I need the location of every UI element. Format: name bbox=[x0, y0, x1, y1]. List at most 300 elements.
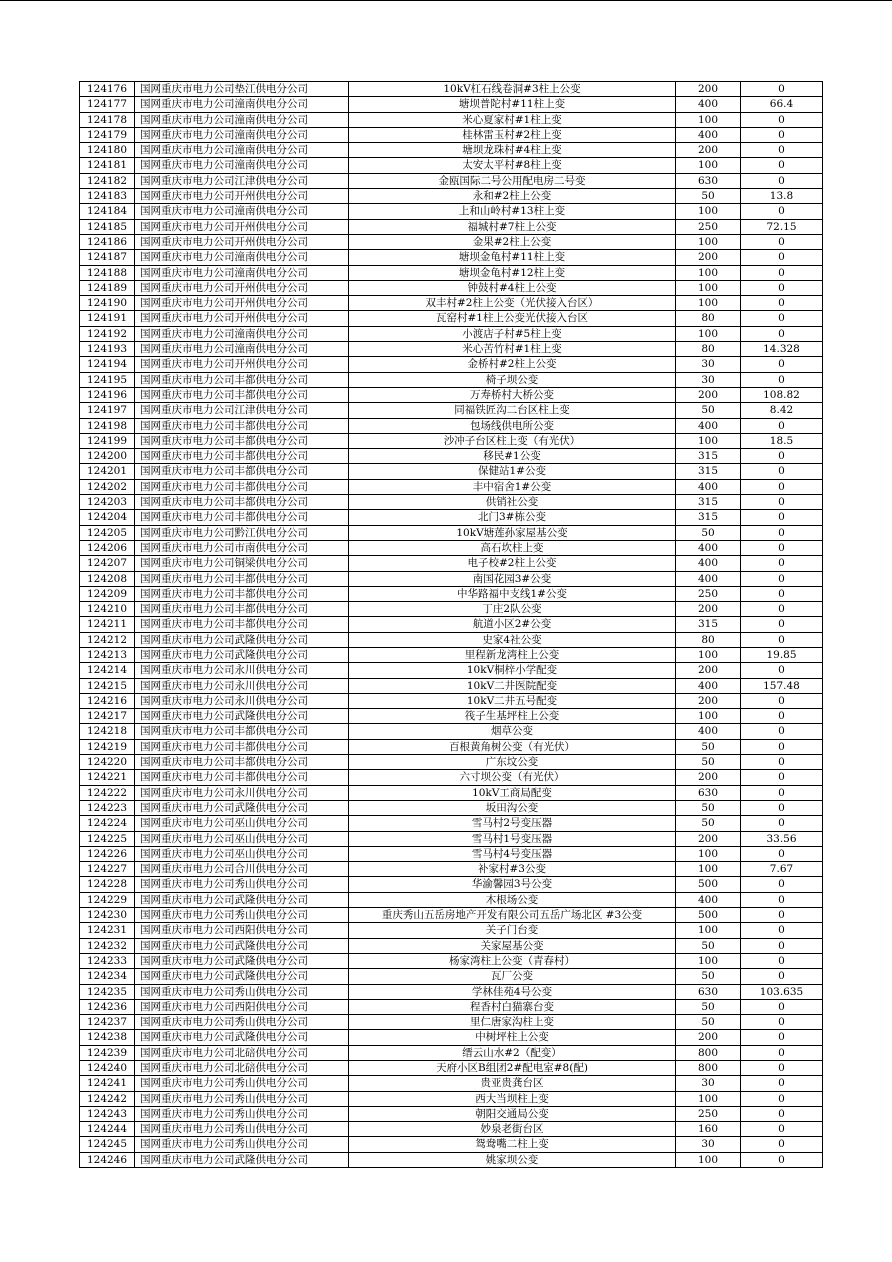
cell-id: 124240 bbox=[80, 1061, 135, 1076]
cell-id: 124202 bbox=[80, 479, 135, 494]
cell-transformer-name: 百根黄角树公变（有光伏） bbox=[349, 739, 676, 754]
cell-value: 0 bbox=[741, 1045, 823, 1060]
cell-id: 124222 bbox=[80, 785, 135, 800]
cell-id: 124216 bbox=[80, 693, 135, 708]
cell-id: 124235 bbox=[80, 984, 135, 999]
cell-organization: 国网重庆市电力公司开州供电分公司 bbox=[135, 296, 349, 311]
cell-capacity: 315 bbox=[676, 495, 741, 510]
cell-transformer-name: 烟草公变 bbox=[349, 724, 676, 739]
table-row bbox=[80, 82, 823, 97]
cell-id: 124189 bbox=[80, 280, 135, 295]
table-row bbox=[80, 525, 823, 540]
table-row bbox=[80, 1030, 823, 1045]
cell-capacity: 30 bbox=[676, 372, 741, 387]
cell-capacity: 250 bbox=[676, 219, 741, 234]
cell-id: 124204 bbox=[80, 510, 135, 525]
cell-transformer-name: 广东坟公变 bbox=[349, 755, 676, 770]
cell-id: 124243 bbox=[80, 1106, 135, 1121]
cell-organization: 国网重庆市电力公司潼南供电分公司 bbox=[135, 127, 349, 142]
cell-capacity: 50 bbox=[676, 938, 741, 953]
cell-organization: 国网重庆市电力公司丰都供电分公司 bbox=[135, 372, 349, 387]
cell-capacity: 30 bbox=[676, 1076, 741, 1091]
cell-capacity: 50 bbox=[676, 739, 741, 754]
cell-id: 124242 bbox=[80, 1091, 135, 1106]
cell-id: 124182 bbox=[80, 173, 135, 188]
cell-transformer-name: 万寿桥村大桥公变 bbox=[349, 387, 676, 402]
cell-id: 124191 bbox=[80, 311, 135, 326]
table-row bbox=[80, 571, 823, 586]
cell-value: 103.635 bbox=[741, 984, 823, 999]
cell-organization: 国网重庆市电力公司秀山供电分公司 bbox=[135, 877, 349, 892]
cell-organization: 国网重庆市电力公司秀山供电分公司 bbox=[135, 908, 349, 923]
cell-id: 124194 bbox=[80, 357, 135, 372]
cell-value: 0 bbox=[741, 602, 823, 617]
cell-transformer-name: 小渡店子村#5柱上变 bbox=[349, 326, 676, 341]
cell-id: 124215 bbox=[80, 678, 135, 693]
cell-transformer-name: 塘坝金龟村#11柱上变 bbox=[349, 250, 676, 265]
table-row bbox=[80, 342, 823, 357]
cell-organization: 国网重庆市电力公司秀山供电分公司 bbox=[135, 1076, 349, 1091]
cell-value: 8.42 bbox=[741, 403, 823, 418]
cell-organization: 国网重庆市电力公司潼南供电分公司 bbox=[135, 112, 349, 127]
cell-value: 0 bbox=[741, 296, 823, 311]
table-row bbox=[80, 709, 823, 724]
cell-id: 124224 bbox=[80, 816, 135, 831]
cell-id: 124190 bbox=[80, 296, 135, 311]
cell-organization: 国网重庆市电力公司丰都供电分公司 bbox=[135, 479, 349, 494]
cell-value: 0 bbox=[741, 908, 823, 923]
cell-capacity: 400 bbox=[676, 97, 741, 112]
cell-value: 0 bbox=[741, 556, 823, 571]
cell-organization: 国网重庆市电力公司秀山供电分公司 bbox=[135, 1106, 349, 1121]
table-row bbox=[80, 816, 823, 831]
cell-capacity: 200 bbox=[676, 602, 741, 617]
cell-value: 0 bbox=[741, 143, 823, 158]
table-row bbox=[80, 495, 823, 510]
cell-capacity: 630 bbox=[676, 785, 741, 800]
cell-transformer-name: 10kV二井医院配变 bbox=[349, 678, 676, 693]
cell-id: 124208 bbox=[80, 571, 135, 586]
cell-transformer-name: 贵亚贵龚台区 bbox=[349, 1076, 676, 1091]
table-row bbox=[80, 280, 823, 295]
cell-transformer-name: 筏子生基坪柱上公变 bbox=[349, 709, 676, 724]
cell-value: 0 bbox=[741, 280, 823, 295]
table-row bbox=[80, 785, 823, 800]
cell-organization: 国网重庆市电力公司秀山供电分公司 bbox=[135, 1015, 349, 1030]
table-row bbox=[80, 632, 823, 647]
cell-organization: 国网重庆市电力公司武隆供电分公司 bbox=[135, 1030, 349, 1045]
cell-organization: 国网重庆市电力公司丰都供电分公司 bbox=[135, 464, 349, 479]
table-row bbox=[80, 846, 823, 861]
cell-capacity: 200 bbox=[676, 831, 741, 846]
cell-id: 124183 bbox=[80, 189, 135, 204]
cell-value: 0 bbox=[741, 1030, 823, 1045]
cell-capacity: 200 bbox=[676, 82, 741, 97]
cell-value: 0 bbox=[741, 755, 823, 770]
cell-value: 0 bbox=[741, 326, 823, 341]
cell-transformer-name: 10kV杠石线卷洞#3柱上公变 bbox=[349, 82, 676, 97]
cell-value: 0 bbox=[741, 877, 823, 892]
table-row bbox=[80, 464, 823, 479]
table-row bbox=[80, 1045, 823, 1060]
table-row bbox=[80, 586, 823, 601]
cell-value: 0 bbox=[741, 892, 823, 907]
cell-capacity: 100 bbox=[676, 862, 741, 877]
table-row bbox=[80, 999, 823, 1014]
cell-capacity: 400 bbox=[676, 678, 741, 693]
cell-capacity: 400 bbox=[676, 540, 741, 555]
cell-capacity: 50 bbox=[676, 525, 741, 540]
table-row bbox=[80, 739, 823, 754]
cell-value: 0 bbox=[741, 418, 823, 433]
cell-id: 124229 bbox=[80, 892, 135, 907]
cell-organization: 国网重庆市电力公司江津供电分公司 bbox=[135, 403, 349, 418]
cell-id: 124188 bbox=[80, 265, 135, 280]
cell-value: 66.4 bbox=[741, 97, 823, 112]
cell-capacity: 50 bbox=[676, 816, 741, 831]
cell-transformer-name: 雪马村2号变压器 bbox=[349, 816, 676, 831]
cell-organization: 国网重庆市电力公司丰都供电分公司 bbox=[135, 770, 349, 785]
top-border-line bbox=[0, 0, 892, 1]
table-row bbox=[80, 984, 823, 999]
cell-id: 124197 bbox=[80, 403, 135, 418]
table-row bbox=[80, 1061, 823, 1076]
cell-organization: 国网重庆市电力公司巫山供电分公司 bbox=[135, 846, 349, 861]
table-row bbox=[80, 234, 823, 249]
cell-value: 0 bbox=[741, 464, 823, 479]
cell-organization: 国网重庆市电力公司永川供电分公司 bbox=[135, 663, 349, 678]
cell-id: 124217 bbox=[80, 709, 135, 724]
cell-value: 18.5 bbox=[741, 433, 823, 448]
cell-transformer-name: 金果#2柱上公变 bbox=[349, 234, 676, 249]
table-row bbox=[80, 908, 823, 923]
table-row bbox=[80, 1076, 823, 1091]
cell-transformer-name: 金瓯国际二号公用配电房二号变 bbox=[349, 173, 676, 188]
cell-value: 0 bbox=[741, 158, 823, 173]
cell-value: 0 bbox=[741, 510, 823, 525]
cell-transformer-name: 移民#1公变 bbox=[349, 449, 676, 464]
cell-transformer-name: 高石坎柱上变 bbox=[349, 540, 676, 555]
cell-organization: 国网重庆市电力公司黔江供电分公司 bbox=[135, 525, 349, 540]
cell-organization: 国网重庆市电力公司西阳供电分公司 bbox=[135, 999, 349, 1014]
cell-organization: 国网重庆市电力公司潼南供电分公司 bbox=[135, 250, 349, 265]
cell-id: 124228 bbox=[80, 877, 135, 892]
cell-capacity: 160 bbox=[676, 1122, 741, 1137]
cell-value: 0 bbox=[741, 1122, 823, 1137]
cell-transformer-name: 上和山岭村#13柱上变 bbox=[349, 204, 676, 219]
cell-organization: 国网重庆市电力公司开州供电分公司 bbox=[135, 311, 349, 326]
cell-capacity: 250 bbox=[676, 1106, 741, 1121]
cell-transformer-name: 北门3#栋公变 bbox=[349, 510, 676, 525]
table-row bbox=[80, 953, 823, 968]
table-row bbox=[80, 1106, 823, 1121]
cell-value: 0 bbox=[741, 663, 823, 678]
cell-value: 0 bbox=[741, 709, 823, 724]
cell-id: 124236 bbox=[80, 999, 135, 1014]
cell-organization: 国网重庆市电力公司丰都供电分公司 bbox=[135, 449, 349, 464]
cell-value: 0 bbox=[741, 479, 823, 494]
cell-capacity: 800 bbox=[676, 1045, 741, 1060]
cell-id: 124238 bbox=[80, 1030, 135, 1045]
table-row bbox=[80, 663, 823, 678]
cell-organization: 国网重庆市电力公司秀山供电分公司 bbox=[135, 984, 349, 999]
cell-id: 124226 bbox=[80, 846, 135, 861]
table-row bbox=[80, 540, 823, 555]
cell-value: 0 bbox=[741, 693, 823, 708]
cell-transformer-name: 米心苦竹村#1柱上变 bbox=[349, 342, 676, 357]
table-row bbox=[80, 1122, 823, 1137]
cell-organization: 国网重庆市电力公司武隆供电分公司 bbox=[135, 938, 349, 953]
table-row bbox=[80, 173, 823, 188]
cell-value: 0 bbox=[741, 311, 823, 326]
cell-transformer-name: 供销社公变 bbox=[349, 495, 676, 510]
cell-transformer-name: 中树坪柱上公变 bbox=[349, 1030, 676, 1045]
cell-transformer-name: 沙冲子台区柱上变（有光伏） bbox=[349, 433, 676, 448]
table-row bbox=[80, 831, 823, 846]
cell-organization: 国网重庆市电力公司丰都供电分公司 bbox=[135, 418, 349, 433]
cell-organization: 国网重庆市电力公司丰都供电分公司 bbox=[135, 755, 349, 770]
cell-transformer-name: 10kV工商局配变 bbox=[349, 785, 676, 800]
table-row bbox=[80, 219, 823, 234]
cell-capacity: 50 bbox=[676, 1015, 741, 1030]
cell-organization: 国网重庆市电力公司开州供电分公司 bbox=[135, 234, 349, 249]
table-row bbox=[80, 97, 823, 112]
cell-organization: 国网重庆市电力公司武隆供电分公司 bbox=[135, 800, 349, 815]
table-row bbox=[80, 800, 823, 815]
cell-id: 124241 bbox=[80, 1076, 135, 1091]
cell-id: 124234 bbox=[80, 969, 135, 984]
table-row bbox=[80, 189, 823, 204]
cell-organization: 国网重庆市电力公司丰都供电分公司 bbox=[135, 387, 349, 402]
cell-value: 0 bbox=[741, 1137, 823, 1152]
cell-value: 0 bbox=[741, 800, 823, 815]
cell-value: 0 bbox=[741, 372, 823, 387]
cell-organization: 国网重庆市电力公司垫江供电分公司 bbox=[135, 82, 349, 97]
table-body bbox=[80, 82, 823, 1168]
cell-value: 0 bbox=[741, 234, 823, 249]
cell-transformer-name: 南国花园3#公变 bbox=[349, 571, 676, 586]
cell-capacity: 630 bbox=[676, 173, 741, 188]
cell-id: 124206 bbox=[80, 540, 135, 555]
table-row bbox=[80, 1137, 823, 1152]
cell-organization: 国网重庆市电力公司秀山供电分公司 bbox=[135, 1091, 349, 1106]
cell-capacity: 315 bbox=[676, 510, 741, 525]
cell-id: 124211 bbox=[80, 617, 135, 632]
cell-transformer-name: 里仁唐家沟柱上变 bbox=[349, 1015, 676, 1030]
cell-id: 124244 bbox=[80, 1122, 135, 1137]
cell-capacity: 315 bbox=[676, 464, 741, 479]
cell-id: 124179 bbox=[80, 127, 135, 142]
cell-transformer-name: 六寸坝公变（有光伏） bbox=[349, 770, 676, 785]
cell-value: 0 bbox=[741, 204, 823, 219]
cell-id: 124246 bbox=[80, 1152, 135, 1167]
cell-value: 0 bbox=[741, 1091, 823, 1106]
cell-value: 0 bbox=[741, 586, 823, 601]
cell-id: 124205 bbox=[80, 525, 135, 540]
cell-transformer-name: 程香村白猫寨台变 bbox=[349, 999, 676, 1014]
cell-id: 124207 bbox=[80, 556, 135, 571]
cell-value: 0 bbox=[741, 923, 823, 938]
cell-id: 124237 bbox=[80, 1015, 135, 1030]
cell-value: 0 bbox=[741, 265, 823, 280]
table-row bbox=[80, 1152, 823, 1167]
cell-value: 0 bbox=[741, 969, 823, 984]
cell-organization: 国网重庆市电力公司铜梁供电分公司 bbox=[135, 556, 349, 571]
cell-transformer-name: 椅子坝公变 bbox=[349, 372, 676, 387]
cell-organization: 国网重庆市电力公司丰都供电分公司 bbox=[135, 739, 349, 754]
cell-organization: 国网重庆市电力公司永川供电分公司 bbox=[135, 785, 349, 800]
cell-id: 124219 bbox=[80, 739, 135, 754]
table-row bbox=[80, 1091, 823, 1106]
table-row bbox=[80, 372, 823, 387]
cell-id: 124210 bbox=[80, 602, 135, 617]
cell-organization: 国网重庆市电力公司武隆供电分公司 bbox=[135, 969, 349, 984]
cell-transformer-name: 太安太平村#8柱上变 bbox=[349, 158, 676, 173]
cell-id: 124225 bbox=[80, 831, 135, 846]
table-row bbox=[80, 127, 823, 142]
cell-capacity: 50 bbox=[676, 755, 741, 770]
cell-capacity: 100 bbox=[676, 1152, 741, 1167]
cell-organization: 国网重庆市电力公司武隆供电分公司 bbox=[135, 709, 349, 724]
cell-id: 124218 bbox=[80, 724, 135, 739]
table-row bbox=[80, 250, 823, 265]
cell-capacity: 800 bbox=[676, 1061, 741, 1076]
cell-capacity: 80 bbox=[676, 311, 741, 326]
cell-transformer-name: 电子校#2柱上公变 bbox=[349, 556, 676, 571]
cell-capacity: 100 bbox=[676, 265, 741, 280]
cell-capacity: 100 bbox=[676, 296, 741, 311]
cell-organization: 国网重庆市电力公司丰都供电分公司 bbox=[135, 571, 349, 586]
cell-organization: 国网重庆市电力公司西阳供电分公司 bbox=[135, 923, 349, 938]
cell-value: 0 bbox=[741, 173, 823, 188]
table-row bbox=[80, 433, 823, 448]
cell-capacity: 630 bbox=[676, 984, 741, 999]
table-row bbox=[80, 693, 823, 708]
cell-organization: 国网重庆市电力公司秀山供电分公司 bbox=[135, 1137, 349, 1152]
cell-id: 124230 bbox=[80, 908, 135, 923]
cell-capacity: 250 bbox=[676, 586, 741, 601]
cell-transformer-name: 丁庄2队公变 bbox=[349, 602, 676, 617]
table-row bbox=[80, 602, 823, 617]
cell-transformer-name: 钟鼓村#4柱上公变 bbox=[349, 280, 676, 295]
table-row bbox=[80, 923, 823, 938]
cell-organization: 国网重庆市电力公司潼南供电分公司 bbox=[135, 342, 349, 357]
cell-capacity: 315 bbox=[676, 449, 741, 464]
table-row bbox=[80, 158, 823, 173]
cell-value: 0 bbox=[741, 250, 823, 265]
cell-transformer-name: 永和#2柱上公变 bbox=[349, 189, 676, 204]
cell-organization: 国网重庆市电力公司北碚供电分公司 bbox=[135, 1061, 349, 1076]
cell-id: 124213 bbox=[80, 647, 135, 662]
cell-value: 0 bbox=[741, 816, 823, 831]
table-row bbox=[80, 938, 823, 953]
transformer-table bbox=[79, 81, 823, 1168]
cell-organization: 国网重庆市电力公司永川供电分公司 bbox=[135, 693, 349, 708]
cell-transformer-name: 里程新龙湾柱上公变 bbox=[349, 647, 676, 662]
cell-id: 124212 bbox=[80, 632, 135, 647]
cell-value: 0 bbox=[741, 632, 823, 647]
cell-value: 0 bbox=[741, 571, 823, 586]
cell-organization: 国网重庆市电力公司潼南供电分公司 bbox=[135, 158, 349, 173]
cell-capacity: 100 bbox=[676, 953, 741, 968]
cell-capacity: 200 bbox=[676, 770, 741, 785]
table-row bbox=[80, 770, 823, 785]
cell-capacity: 400 bbox=[676, 892, 741, 907]
cell-organization: 国网重庆市电力公司丰都供电分公司 bbox=[135, 433, 349, 448]
cell-organization: 国网重庆市电力公司丰都供电分公司 bbox=[135, 724, 349, 739]
table-row bbox=[80, 617, 823, 632]
cell-transformer-name: 同福铁匠沟二台区柱上变 bbox=[349, 403, 676, 418]
cell-transformer-name: 鸳鸯嘴二柱上变 bbox=[349, 1137, 676, 1152]
cell-transformer-name: 塘坝龙珠村#4柱上变 bbox=[349, 143, 676, 158]
cell-capacity: 30 bbox=[676, 357, 741, 372]
cell-value: 0 bbox=[741, 495, 823, 510]
cell-capacity: 100 bbox=[676, 1091, 741, 1106]
cell-organization: 国网重庆市电力公司武隆供电分公司 bbox=[135, 953, 349, 968]
cell-transformer-name: 补家村#3公变 bbox=[349, 862, 676, 877]
cell-id: 124177 bbox=[80, 97, 135, 112]
cell-capacity: 500 bbox=[676, 877, 741, 892]
table-row bbox=[80, 296, 823, 311]
cell-transformer-name: 桂林雷玉村#2柱上变 bbox=[349, 127, 676, 142]
table-row bbox=[80, 265, 823, 280]
cell-transformer-name: 雪马村1号变压器 bbox=[349, 831, 676, 846]
cell-organization: 国网重庆市电力公司巫山供电分公司 bbox=[135, 816, 349, 831]
cell-capacity: 100 bbox=[676, 234, 741, 249]
cell-organization: 国网重庆市电力公司武隆供电分公司 bbox=[135, 647, 349, 662]
cell-capacity: 100 bbox=[676, 326, 741, 341]
table-row bbox=[80, 112, 823, 127]
cell-transformer-name: 航道小区2#公变 bbox=[349, 617, 676, 632]
cell-value: 19.85 bbox=[741, 647, 823, 662]
cell-transformer-name: 天府小区B组团2#配电室#8(配) bbox=[349, 1061, 676, 1076]
table-row bbox=[80, 647, 823, 662]
cell-transformer-name: 朝阳交通局公变 bbox=[349, 1106, 676, 1121]
cell-transformer-name: 妙泉老街台区 bbox=[349, 1122, 676, 1137]
cell-transformer-name: 姚家坝公变 bbox=[349, 1152, 676, 1167]
cell-capacity: 400 bbox=[676, 479, 741, 494]
cell-capacity: 400 bbox=[676, 571, 741, 586]
cell-id: 124223 bbox=[80, 800, 135, 815]
cell-capacity: 200 bbox=[676, 387, 741, 402]
cell-organization: 国网重庆市电力公司潼南供电分公司 bbox=[135, 326, 349, 341]
cell-transformer-name: 雪马村4号变压器 bbox=[349, 846, 676, 861]
cell-transformer-name: 10kV塘莲孙家屋基公变 bbox=[349, 525, 676, 540]
table-row bbox=[80, 724, 823, 739]
cell-organization: 国网重庆市电力公司武隆供电分公司 bbox=[135, 1152, 349, 1167]
cell-id: 124214 bbox=[80, 663, 135, 678]
table-row bbox=[80, 510, 823, 525]
cell-transformer-name: 中华路福中支线1#公变 bbox=[349, 586, 676, 601]
cell-capacity: 80 bbox=[676, 342, 741, 357]
cell-id: 124184 bbox=[80, 204, 135, 219]
cell-capacity: 100 bbox=[676, 846, 741, 861]
cell-organization: 国网重庆市电力公司巫山供电分公司 bbox=[135, 831, 349, 846]
cell-value: 0 bbox=[741, 1015, 823, 1030]
cell-transformer-name: 双丰村#2柱上公变（光伏接入台区） bbox=[349, 296, 676, 311]
cell-id: 124233 bbox=[80, 953, 135, 968]
cell-transformer-name: 瓦窑村#1柱上公变光伏接入台区 bbox=[349, 311, 676, 326]
table-row bbox=[80, 204, 823, 219]
cell-capacity: 200 bbox=[676, 693, 741, 708]
cell-value: 0 bbox=[741, 112, 823, 127]
cell-capacity: 100 bbox=[676, 647, 741, 662]
cell-id: 124200 bbox=[80, 449, 135, 464]
cell-id: 124245 bbox=[80, 1137, 135, 1152]
cell-value: 0 bbox=[741, 846, 823, 861]
cell-capacity: 100 bbox=[676, 204, 741, 219]
cell-transformer-name: 塘坝金龟村#12柱上变 bbox=[349, 265, 676, 280]
